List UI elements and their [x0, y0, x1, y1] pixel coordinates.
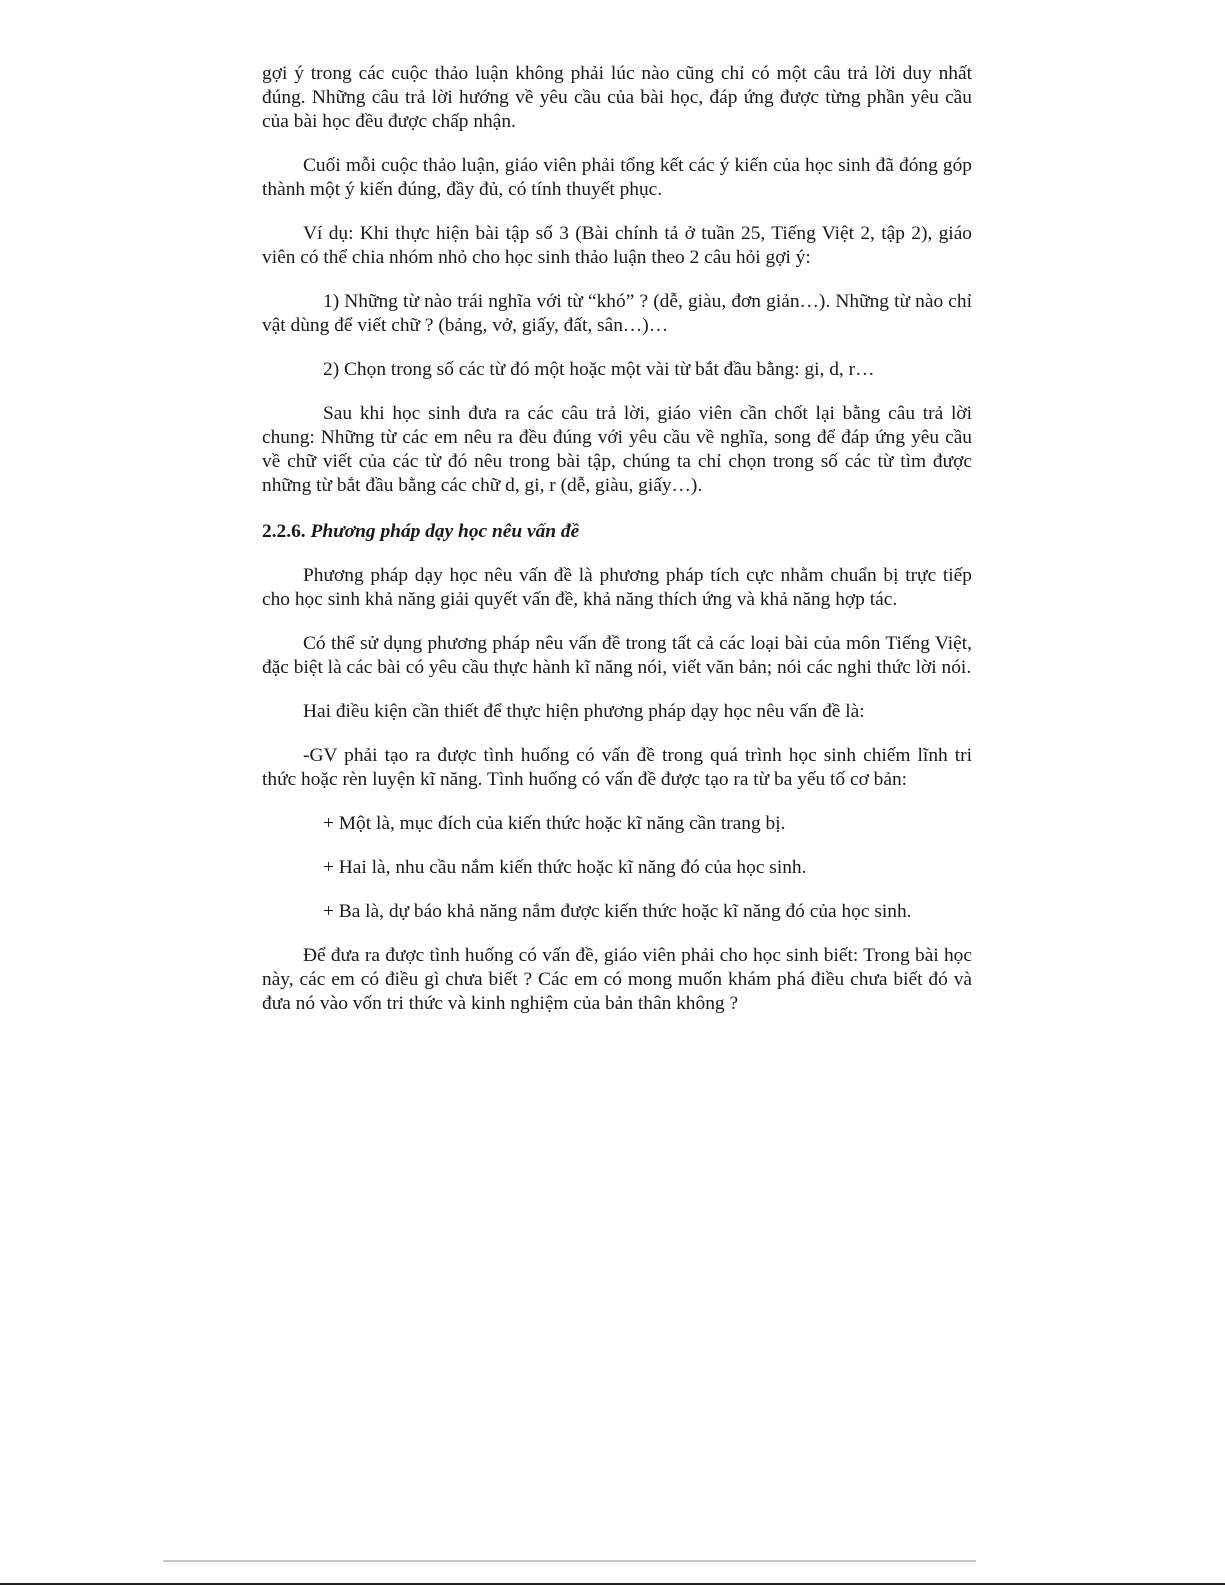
section-title: Phương pháp dạy học nêu vấn đề — [310, 521, 580, 542]
list-item-two: + Hai là, nhu cầu nắm kiến thức hoặc kĩ năng đó của học sinh. — [323, 857, 807, 878]
paragraph-question-1: 1) Những từ nào trái nghĩa với từ “khó” ? (dễ, giàu, đơn giản…). Những từ nào chỉ vật dùng để viết chữ ? (bảng, vở, giấy, đất, sân…)… — [262, 291, 972, 336]
paragraph-question-2: 2) Chọn trong số các từ đó một hoặc một vài từ bắt đầu bằng: gi, d, r… — [323, 359, 875, 380]
paragraph-teacher-summary: Cuối mỗi cuộc thảo luận, giáo viên phải tổng kết các ý kiến của học sinh đã đóng góp thành một ý kiến đúng, đầy đủ, có tính thuyết phục. — [262, 155, 972, 200]
section-heading — [262, 520, 972, 544]
paragraph-conclusion: Sau khi học sinh đưa ra các câu trả lời, giáo viên cần chốt lại bằng câu trả lời chung: Những từ các em nêu ra đều đúng với yêu cầu về nghĩa, song để đáp ứng yêu cầu về chữ viết của các từ đó nêu trong bài tập, chúng ta chỉ chọn trong số các từ tìm được những từ bắt đầu bằng các chữ d, gi, r (dễ, giàu, giấy…). — [262, 403, 972, 496]
section-number: 2.2.6. — [262, 521, 306, 542]
list-item-three: + Ba là, dự báo khả năng nắm được kiến thức hoặc kĩ năng đó của học sinh. — [323, 901, 912, 922]
paragraph-problem-situation: Để đưa ra được tình huống có vấn đề, giáo viên phải cho học sinh biết: Trong bài học này, các em có điều gì chưa biết ? Các em có mong muốn khám phá điều chưa biết đó và đưa nó vào vốn tri thức và kinh nghiệm của bản thân không ? — [262, 945, 972, 1014]
document-page — [262, 62, 972, 1016]
paragraph-method-definition: Phương pháp dạy học nêu vấn đề là phương pháp tích cực nhằm chuẩn bị trực tiếp cho học sinh khả năng giải quyết vấn đề, khả năng thích ứng và khả năng hợp tác. — [262, 565, 972, 610]
paragraph-method-usage: Có thể sử dụng phương pháp nêu vấn đề trong tất cả các loại bài của môn Tiếng Việt, đặc biệt là các bài có yêu cầu thực hành kĩ năng nói, viết văn bản; nói các nghi thức lời nói. — [262, 633, 972, 678]
paragraph-discussion-answers: gợi ý trong các cuộc thảo luận không phải lúc nào cũng chỉ có một câu trả lời duy nhất đúng. Những câu trả lời hướng về yêu cầu của bài học, đáp ứng được từng phần yêu cầu của bài học đều được chấp nhận. — [262, 63, 972, 132]
paragraph-condition-teacher: -GV phải tạo ra được tình huống có vấn đề trong quá trình học sinh chiếm lĩnh tri thức hoặc rèn luyện kĩ năng. Tình huống có vấn đề được tạo ra từ ba yếu tố cơ bản: — [262, 745, 972, 790]
paragraph-conditions-intro: Hai điều kiện cần thiết để thực hiện phương pháp dạy học nêu vấn đề là: — [303, 701, 865, 722]
footer-divider — [163, 1560, 976, 1562]
list-item-one: + Một là, mục đích của kiến thức hoặc kĩ năng cần trang bị. — [323, 813, 786, 834]
paragraph-example: Ví dụ: Khi thực hiện bài tập số 3 (Bài chính tả ở tuần 25, Tiếng Việt 2, tập 2), giáo viên có thể chia nhóm nhỏ cho học sinh thảo luận theo 2 câu hỏi gợi ý: — [262, 223, 972, 268]
